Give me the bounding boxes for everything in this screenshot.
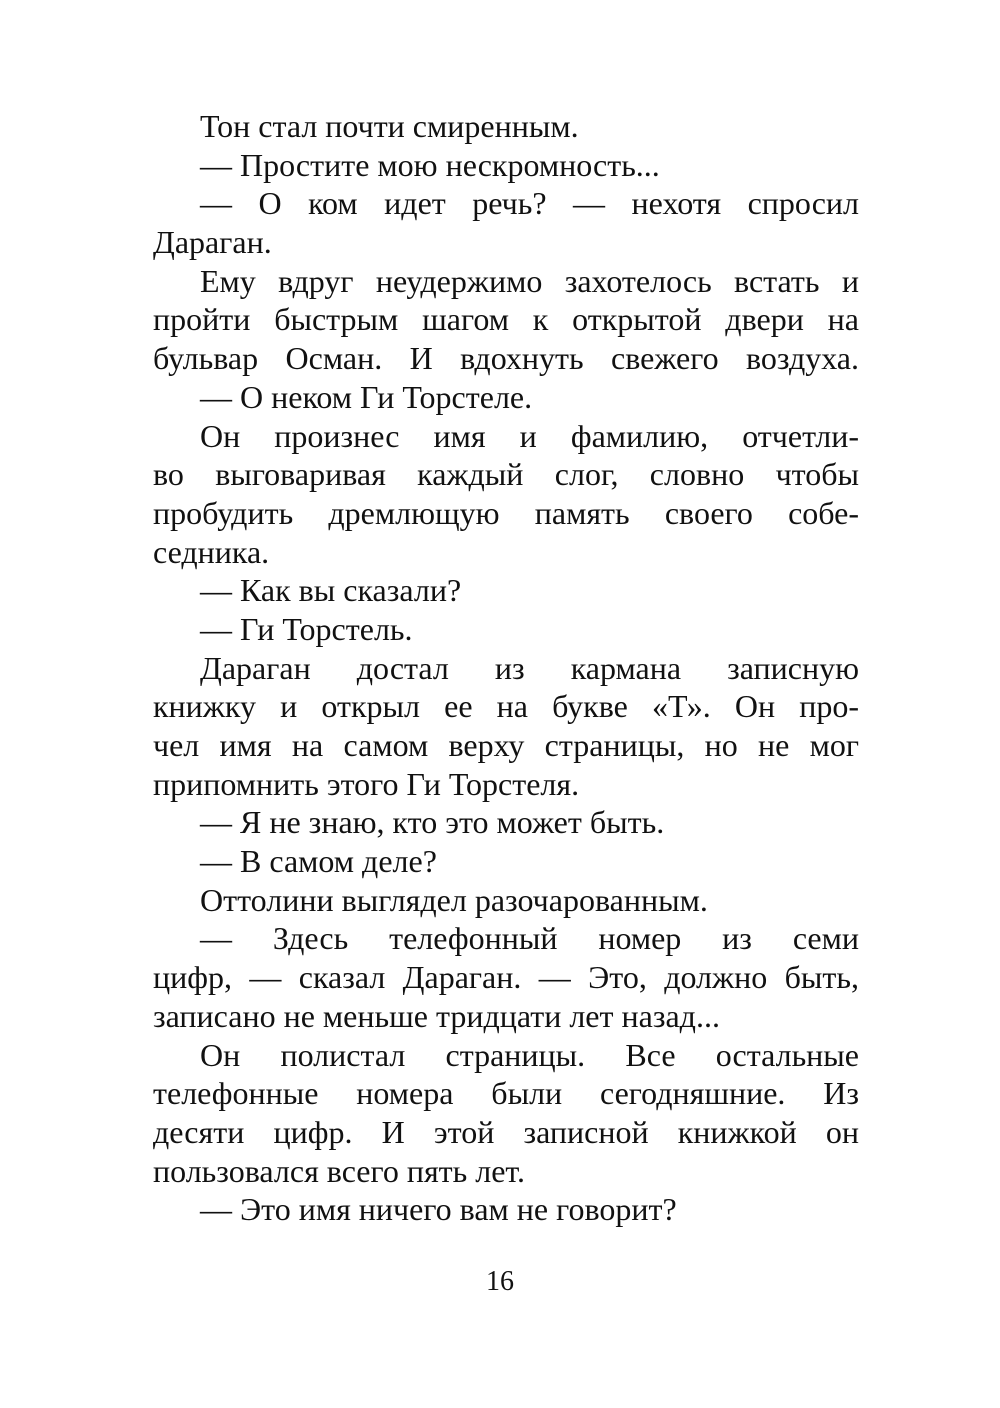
text-line: Тон стал почти смиренным. — [200, 108, 579, 144]
text-line: припомнить этого Ги Торстеля. — [153, 765, 580, 802]
text-line: Ему вдруг неудержимо захотелось встать и — [200, 262, 859, 299]
text-line: — О ком идет речь? — нехотя спросил — [200, 185, 859, 222]
text-line: Он произнес имя и фамилию, отчетли- — [200, 417, 859, 454]
text-line: Дараган. — [153, 224, 272, 261]
text-line: — Простите мою нескромность... — [200, 146, 660, 183]
text-line: — Ги Торстель. — [200, 610, 413, 647]
text-line: Он полистал страницы. Все остальные — [200, 1036, 859, 1073]
text-line: — Как вы сказали? — [200, 572, 462, 609]
text-line: цифр, — сказал Дараган. — Это, должно быть, — [153, 959, 859, 996]
text-line: — Я не знаю, кто это может быть. — [200, 804, 665, 841]
text-line: чел имя на самом верху страницы, но не мог — [153, 727, 859, 763]
text-line: книжку и открыл ее на букве «Т». Он про- — [153, 688, 859, 725]
page-number: 16 — [486, 1266, 514, 1297]
text-line: Дараган достал из кармана записную — [200, 649, 859, 686]
text-line: телефонные номера были сегодняшние. Из — [153, 1075, 859, 1112]
text-line: — Это имя ничего вам не говорит? — [200, 1191, 677, 1228]
text-line: седника. — [153, 533, 270, 570]
text-line: пользовался всего пять лет. — [153, 1152, 525, 1189]
text-line: записано не меньше тридцати лет назад... — [153, 997, 720, 1034]
text-line: — В самом деле? — [200, 843, 437, 880]
text-line: — О неком Ги Торстеле. — [200, 378, 533, 415]
text-line: Оттолини выглядел разочарованным. — [200, 881, 708, 918]
body-text — [153, 107, 859, 1229]
text-line: бульвар Осман. И вдохнуть свежего воздуха. — [153, 340, 859, 377]
text-line: пробудить дремлющую память своего собе- — [153, 494, 859, 531]
text-line: — Здесь телефонный номер из семи — [200, 920, 859, 957]
text-line: пройти быстрым шагом к открытой двери на — [153, 301, 859, 338]
text-line: во выговаривая каждый слог, словно чтобы — [153, 456, 859, 493]
text-line: десяти цифр. И этой записной книжкой он — [153, 1113, 859, 1150]
